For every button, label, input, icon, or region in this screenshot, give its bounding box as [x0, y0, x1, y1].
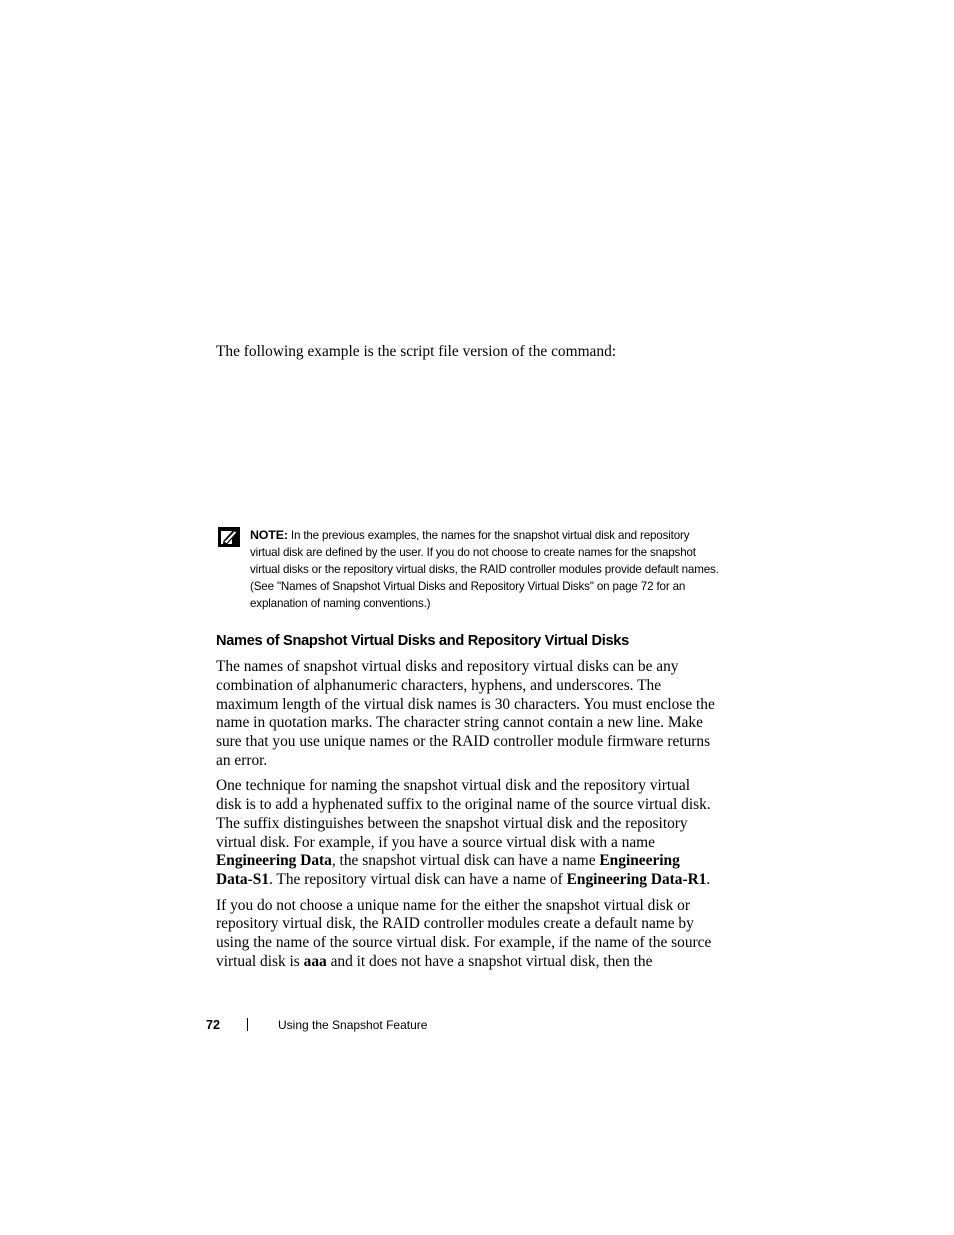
example-name-snapshot: Engineering Data-S1 — [216, 852, 680, 889]
text-run: If you do not choose a unique name for the either the snapshot virtual disk or repository virtual disk, the RAID controller modules create a default name by using the name of the source virtual disk. For example, if the name of the source virtual disk is — [216, 896, 712, 970]
footer-divider — [247, 1018, 248, 1031]
example-name-aaa: aaa — [303, 952, 327, 970]
intro-text: The following example is the script file version of the command: — [216, 343, 617, 360]
text-run: and it does not have a snapshot virtual disk, then the — [326, 952, 653, 970]
page-footer — [0, 1015, 954, 1035]
paragraph-naming-rules: The names of snapshot virtual disks and repository virtual disks can be any combination of alphanumeric characters, hyphens, and underscores. The maximum length of the virtual disk names is 30 characters. You must enclose the name in quotation marks. The character string cannot contain a new line. Make sure that you use unique names or the RAID controller module firmware returns an error. — [216, 658, 715, 769]
note-pencil-icon — [218, 527, 240, 547]
body-text — [216, 658, 716, 978]
paragraph-naming-technique — [216, 777, 716, 890]
note-text: In the previous examples, the names for the snapshot virtual disk and repository virtual disk are defined by the user. If you do not choose to create names for the snapshot virtual disks or the repository virtual disks, the RAID controller modules provide default names. (See "Names of Snapshot Virtual Disks and Repository Virtual Disks" on page 72 for an explanation of naming conventions.) — [250, 529, 719, 610]
text-run: , the snapshot virtual disk can have a name — [331, 852, 600, 870]
text-run: . — [706, 871, 711, 889]
note-label: NOTE: — [250, 528, 288, 542]
footer-section-title: Using the Snapshot Feature — [278, 1018, 428, 1032]
example-name-source: Engineering Data — [216, 852, 332, 870]
example-name-repository: Engineering Data-R1 — [566, 871, 707, 889]
text-run: . The repository virtual disk can have a name of — [269, 871, 567, 889]
paragraph-default-names — [216, 897, 716, 972]
section-heading: Names of Snapshot Virtual Disks and Repository Virtual Disks — [216, 633, 629, 649]
page-number: 72 — [206, 1018, 221, 1032]
note-block — [250, 527, 720, 612]
text-run: One technique for naming the snapshot virtual disk and the repository virtual disk is to add a hyphenated suffix to the original name of the source virtual disk. The suffix distinguishes between the snapshot virtual disk and the repository virtual disk. For example, if you have a source virtual disk with a name — [216, 777, 711, 851]
